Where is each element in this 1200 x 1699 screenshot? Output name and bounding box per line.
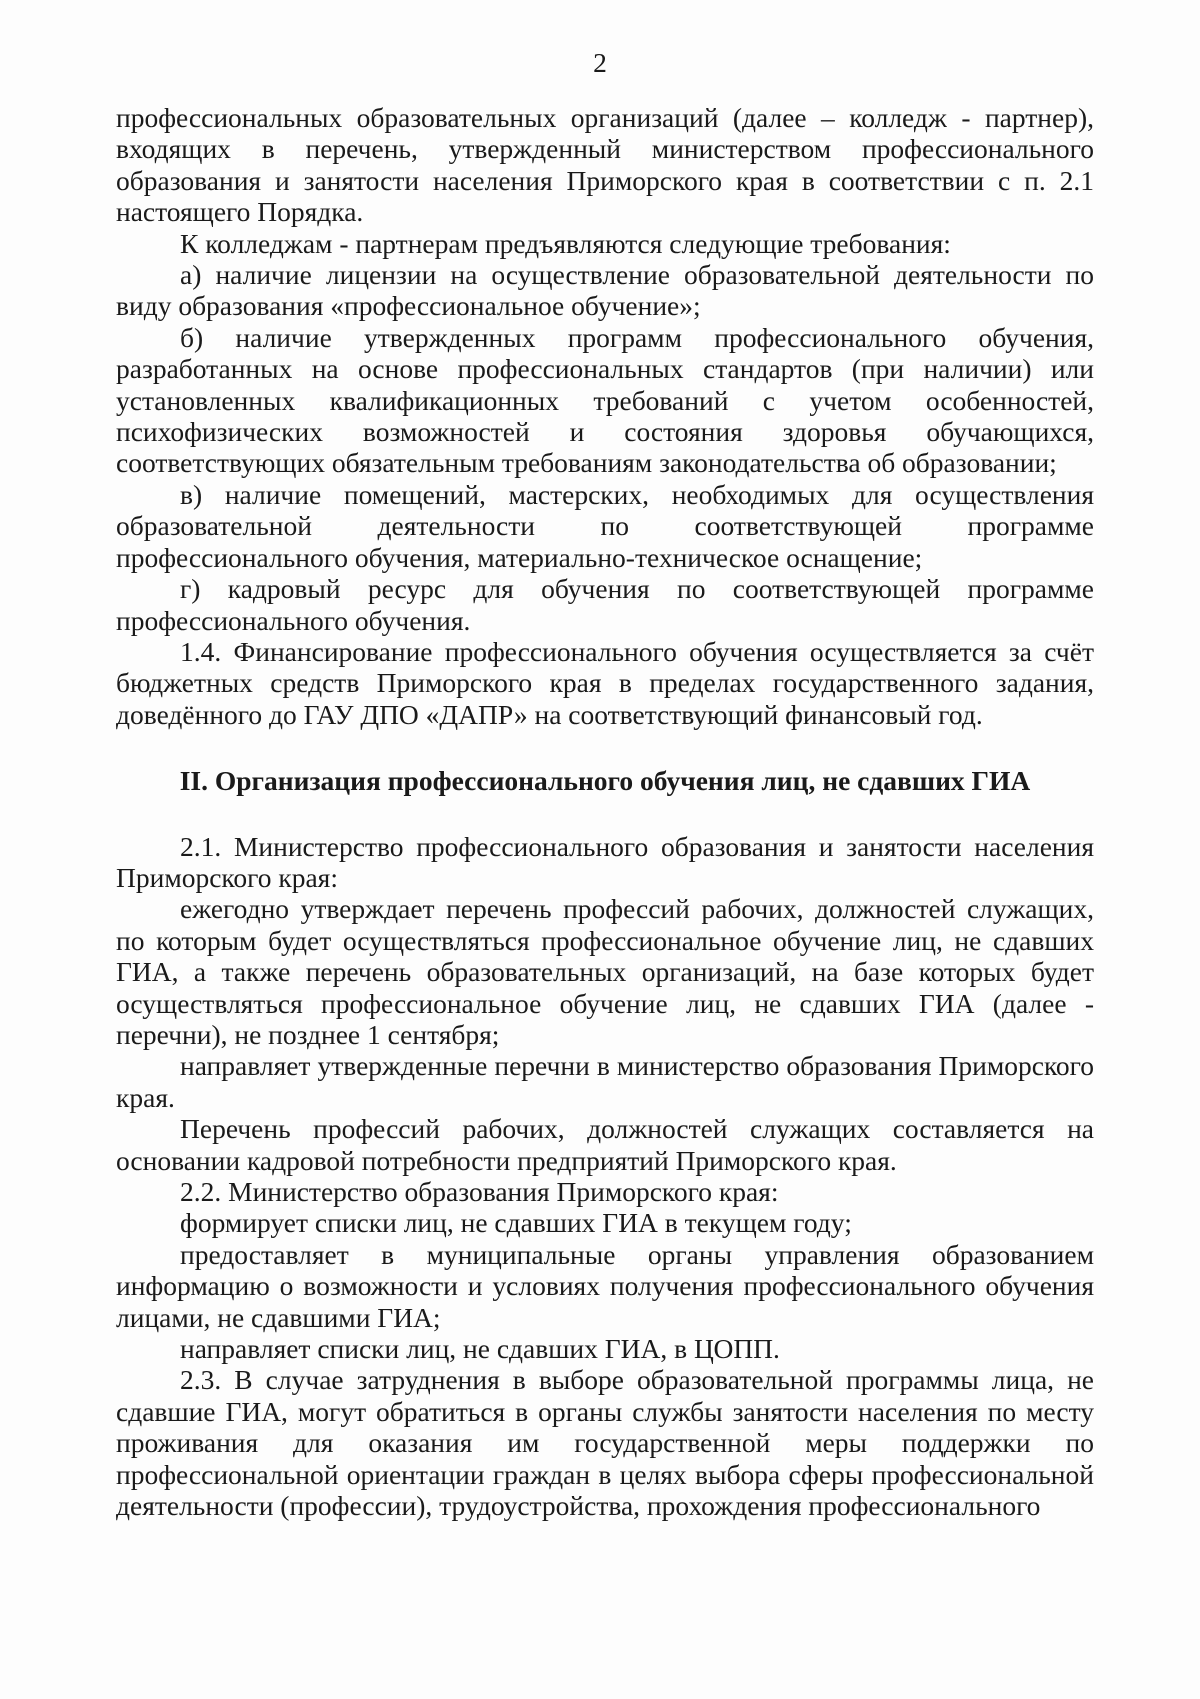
document-body — [116, 102, 1094, 1521]
paragraph: 2.2. Министерство образования Приморского края: — [180, 1176, 779, 1207]
paragraph: в) наличие помещений, мастерских, необходимых для осуществления образовательной деятельности по соответствующей программе профессионального обучения, материально-техническое оснащение; — [116, 478, 1094, 573]
paragraph: направляет списки лиц, не сдавших ГИА, в ЦОПП. — [180, 1333, 780, 1365]
paragraph: К колледжам - партнерам предъявляются следующие требования: — [180, 227, 951, 259]
paragraph: формирует списки лиц, не сдавших ГИА в текущем году; — [180, 1207, 852, 1239]
page-number: 2 — [593, 47, 607, 78]
paragraph: г) кадровый ресурс для обучения по соответствующей программе профессионального обучения. — [116, 573, 1094, 636]
section-two — [116, 831, 1094, 1522]
section-heading: II. Организация профессионального обучения лиц, не сдавших ГИА — [179, 765, 1031, 797]
paragraph: 1.4. Финансирование профессионального обучения осуществляется за счёт бюджетных средств Приморского края в пределах государственного задания, доведённого до ГАУ ДПО «ДАПР» на соответствующий финансовый год. — [116, 635, 1094, 730]
paragraph: а) наличие лицензии на осуществление образовательной деятельности по виду образования «профессиональное обучение»; — [116, 259, 1094, 322]
paragraph: профессиональных образовательных организаций (далее – колледж - партнер), входящих в перечень, утвержденный министерством профессионального образования и занятости населения Приморского края в соответствии с п. 2.1 настоящего Порядка. — [116, 102, 1094, 228]
paragraph: Перечень профессий рабочих, должностей служащих составляется на основании кадровой потребности предприятий Приморского края. — [116, 1113, 1094, 1176]
paragraph: предоставляет в муниципальные органы управления образованием информацию о возможности и условиях получения профессионального обучения лицами, не сдавшими ГИА; — [116, 1238, 1094, 1333]
paragraph: б) наличие утвержденных программ профессионального обучения, разработанных на основе профессиональных стандартов (при наличии) или установленных квалификационных требований с учетом особенностей, психофизических возможностей и состояния здоровья обучающихся, соответствующих обязательным требованиям законодательства об образовании; — [116, 321, 1094, 479]
paragraph: направляет утвержденные перечни в министерство образования Приморского края. — [116, 1050, 1094, 1113]
paragraph: ежегодно утверждает перечень профессий рабочих, должностей служащих, по которым будет осуществляться профессиональное обучение лиц, не сдавших ГИА, а также перечень образовательных организаций, на базе которых будет осуществляться профессиональное обучение лиц, не сдавших ГИА (далее - перечни), не позднее 1 сентября; — [116, 893, 1094, 1050]
paragraph: 2.1. Министерство профессионального образования и занятости населения Приморского края: — [116, 830, 1094, 893]
section-one-continuation — [116, 102, 1094, 730]
paragraph: 2.3. В случае затруднения в выборе образовательной программы лица, не сдавшие ГИА, могут обратиться в органы службы занятости населения по месту проживания для оказания им государственной меры поддержки по профессиональной ориентации граждан в целях выбора сферы профессиональной деятельности (профессии), трудоустройства, прохождения профессионального — [116, 1364, 1094, 1522]
